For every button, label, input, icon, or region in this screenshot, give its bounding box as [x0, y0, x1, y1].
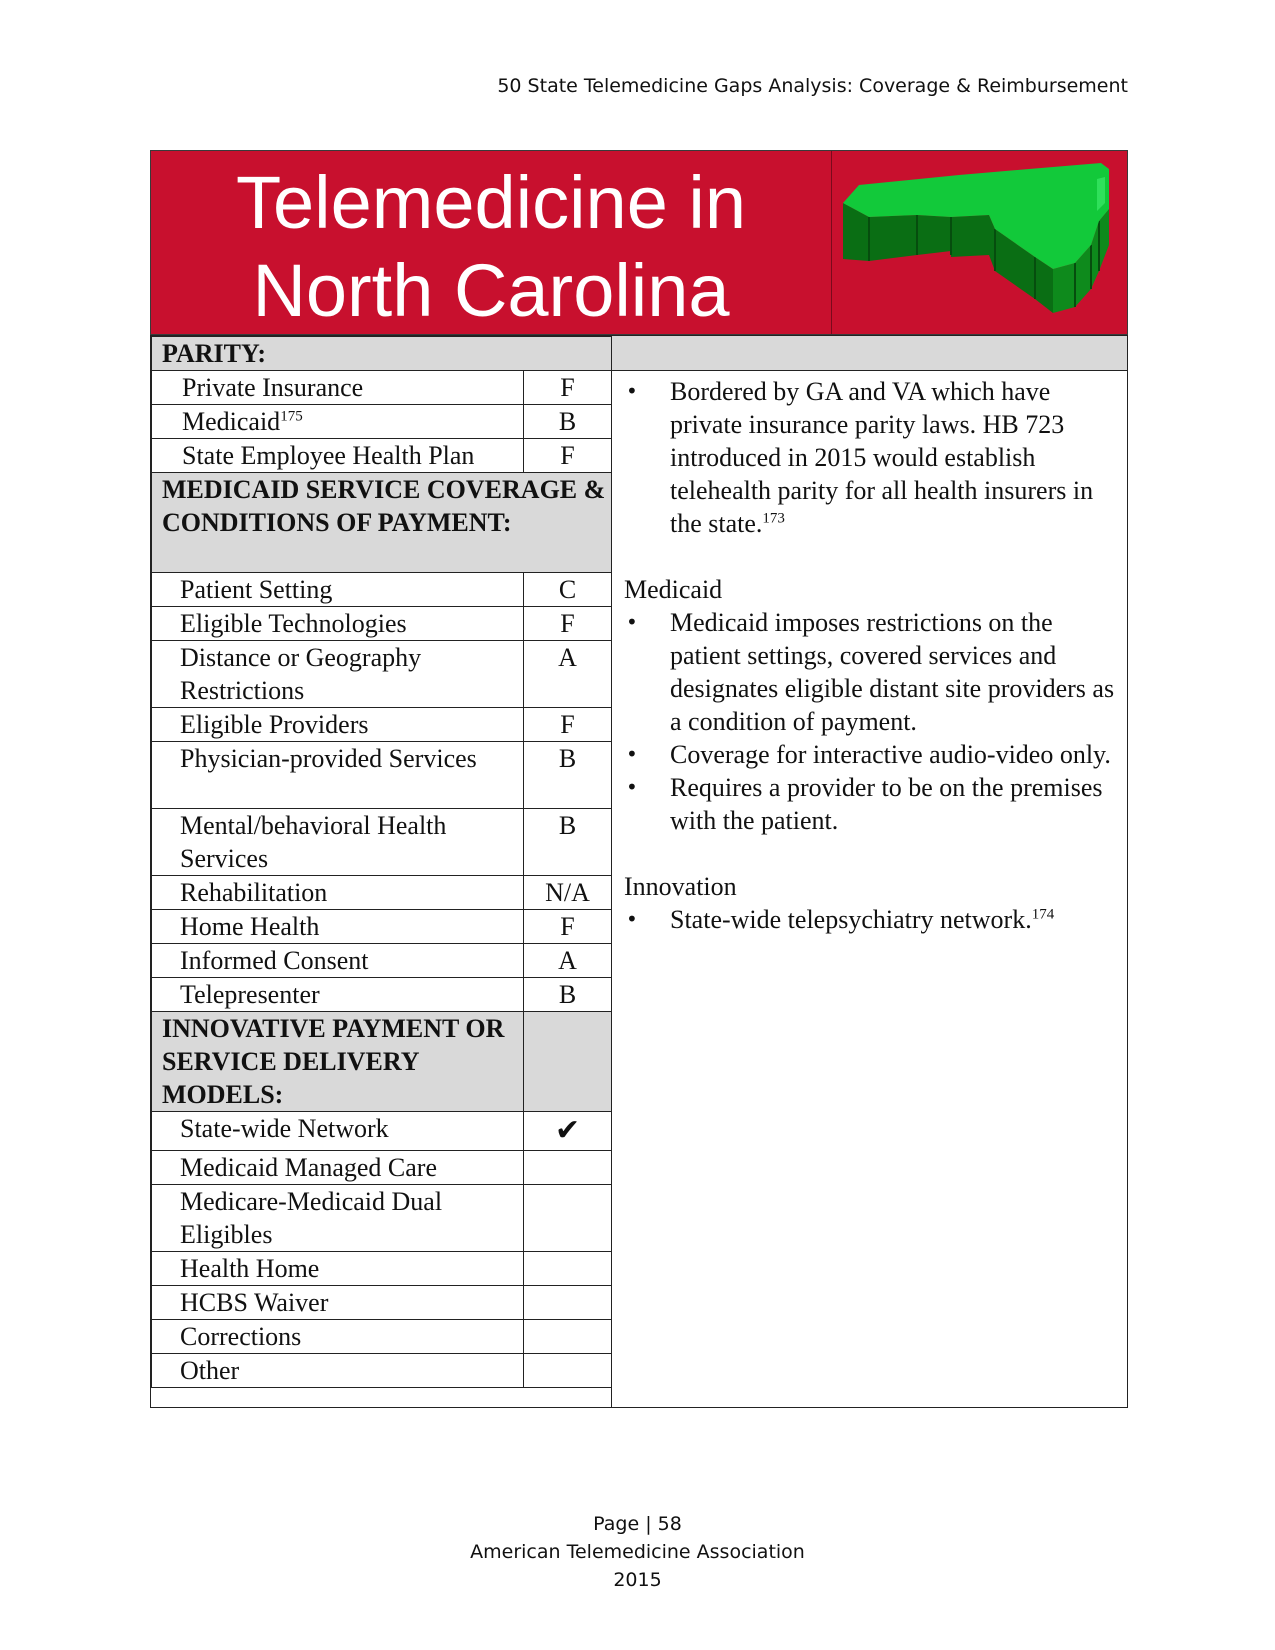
check-cell — [524, 1252, 612, 1286]
grade-cell: N/A — [524, 876, 612, 910]
footer-org: American Telemedicine Association — [470, 1541, 805, 1563]
ratings-grid — [150, 335, 1128, 1408]
row-label: HCBS Waiver — [152, 1286, 524, 1320]
list-item — [624, 771, 1115, 837]
footnote-ref: 173 — [762, 510, 785, 527]
table-row — [152, 1252, 612, 1286]
bullet-icon: • — [626, 610, 638, 634]
table-row — [152, 1286, 612, 1320]
grade-cell: B — [524, 405, 612, 439]
grade-cell: F — [524, 607, 612, 641]
bullet-icon: • — [626, 742, 638, 766]
row-label: Corrections — [152, 1320, 524, 1354]
notes-body — [612, 371, 1127, 936]
check-cell — [524, 1320, 612, 1354]
grade-cell: F — [524, 439, 612, 473]
notes-panel — [611, 336, 1127, 1407]
checkmark-icon: ✔ — [554, 1113, 581, 1148]
note-text: Coverage for interactive audio-video only. — [670, 740, 1111, 769]
footer-year: 2015 — [613, 1569, 662, 1591]
table-row — [152, 607, 612, 641]
row-label: Informed Consent — [152, 944, 524, 978]
innovation-notes — [624, 903, 1115, 936]
note-text: Medicaid imposes restrictions on the patient settings, covered services and designates eligible distant site providers as a condition of payment. — [670, 608, 1115, 736]
banner-divider — [831, 151, 832, 334]
medicaid-subheading: Medicaid — [624, 575, 723, 604]
bullet-icon: • — [626, 775, 638, 799]
table-row — [152, 641, 612, 708]
table-row — [152, 439, 612, 473]
row-label: Home Health — [152, 910, 524, 944]
check-cell — [524, 1185, 612, 1252]
list-item — [624, 375, 1115, 540]
row-label: Private Insurance — [152, 371, 524, 405]
check-cell — [524, 1112, 612, 1151]
bullet-icon: • — [626, 907, 638, 931]
row-label: Medicare-Medicaid Dual Eligibles — [152, 1185, 524, 1252]
section-heading-innovative: INNOVATIVE PAYMENT OR SERVICE DELIVERY MODELS: — [152, 1012, 524, 1112]
list-item — [624, 738, 1115, 771]
table-row — [152, 405, 612, 439]
table-row — [152, 1151, 612, 1185]
ratings-table — [151, 336, 612, 1388]
row-label: Medicaid Managed Care — [152, 1151, 524, 1185]
footnote-ref: 174 — [1031, 906, 1055, 923]
table-row — [152, 910, 612, 944]
list-item — [624, 903, 1115, 936]
table-row — [152, 371, 612, 405]
page-footer — [0, 1510, 1275, 1594]
grade-cell: B — [524, 809, 612, 876]
row-label: Telepresenter — [152, 978, 524, 1012]
row-label: Distance or Geography Restrictions — [152, 641, 524, 708]
table-row — [152, 809, 612, 876]
row-label: Other — [152, 1354, 524, 1388]
row-label — [152, 405, 524, 439]
parity-notes — [624, 375, 1115, 540]
medicaid-notes — [624, 606, 1115, 837]
row-label: Physician-provided Services — [152, 742, 524, 809]
table-row — [152, 1185, 612, 1252]
grade-cell: A — [524, 641, 612, 708]
check-cell — [524, 1354, 612, 1388]
row-label: Eligible Providers — [152, 708, 524, 742]
grade-cell: B — [524, 978, 612, 1012]
table-row — [152, 978, 612, 1012]
grade-cell: F — [524, 708, 612, 742]
grade-cell: B — [524, 742, 612, 809]
table-row — [152, 742, 612, 809]
row-label: State-wide Network — [152, 1112, 524, 1151]
row-label: Rehabilitation — [152, 876, 524, 910]
running-header: 50 State Telemedicine Gaps Analysis: Coverage & Reimbursement — [497, 75, 1128, 97]
row-label: Health Home — [152, 1252, 524, 1286]
grade-cell: F — [524, 910, 612, 944]
grade-cell: A — [524, 944, 612, 978]
notes-header-band — [612, 336, 1127, 371]
footnote-ref: 175 — [280, 408, 303, 425]
row-label: Mental/behavioral Health Services — [152, 809, 524, 876]
list-item — [624, 606, 1115, 738]
row-label: State Employee Health Plan — [152, 439, 524, 473]
table-row — [152, 708, 612, 742]
section-heading-parity: PARITY: — [152, 337, 612, 371]
innovation-subheading: Innovation — [624, 872, 737, 901]
grade-cell: C — [524, 573, 612, 607]
section-heading-medicaid-service: MEDICAID SERVICE COVERAGE & CONDITIONS OF PAYMENT: — [152, 473, 612, 573]
table-row — [152, 944, 612, 978]
check-cell — [524, 1151, 612, 1185]
title-line-1: Telemedicine in — [235, 161, 747, 244]
bullet-icon: • — [626, 379, 638, 403]
note-text: Bordered by GA and VA which have private insurance parity laws. HB 723 introduced in 2015 would establish telehealth parity for all health insurers in the state. — [670, 377, 1094, 538]
section-heading-blank — [524, 1012, 612, 1112]
note-text: Requires a provider to be on the premises with the patient. — [670, 773, 1103, 835]
grade-cell: F — [524, 371, 612, 405]
row-label: Patient Setting — [152, 573, 524, 607]
title-line-2: North Carolina — [252, 249, 730, 332]
page-number: Page | 58 — [593, 1513, 682, 1535]
table-row — [152, 1354, 612, 1388]
table-row — [152, 1112, 612, 1151]
north-carolina-map-icon — [839, 159, 1121, 327]
table-row — [152, 573, 612, 607]
table-row — [152, 876, 612, 910]
title-banner — [150, 150, 1128, 335]
page-title — [151, 159, 831, 335]
row-label: Eligible Technologies — [152, 607, 524, 641]
note-text: State-wide telepsychiatry network. — [670, 905, 1032, 934]
check-cell — [524, 1286, 612, 1320]
row-label-text: Medicaid — [182, 407, 281, 436]
table-row — [152, 1320, 612, 1354]
